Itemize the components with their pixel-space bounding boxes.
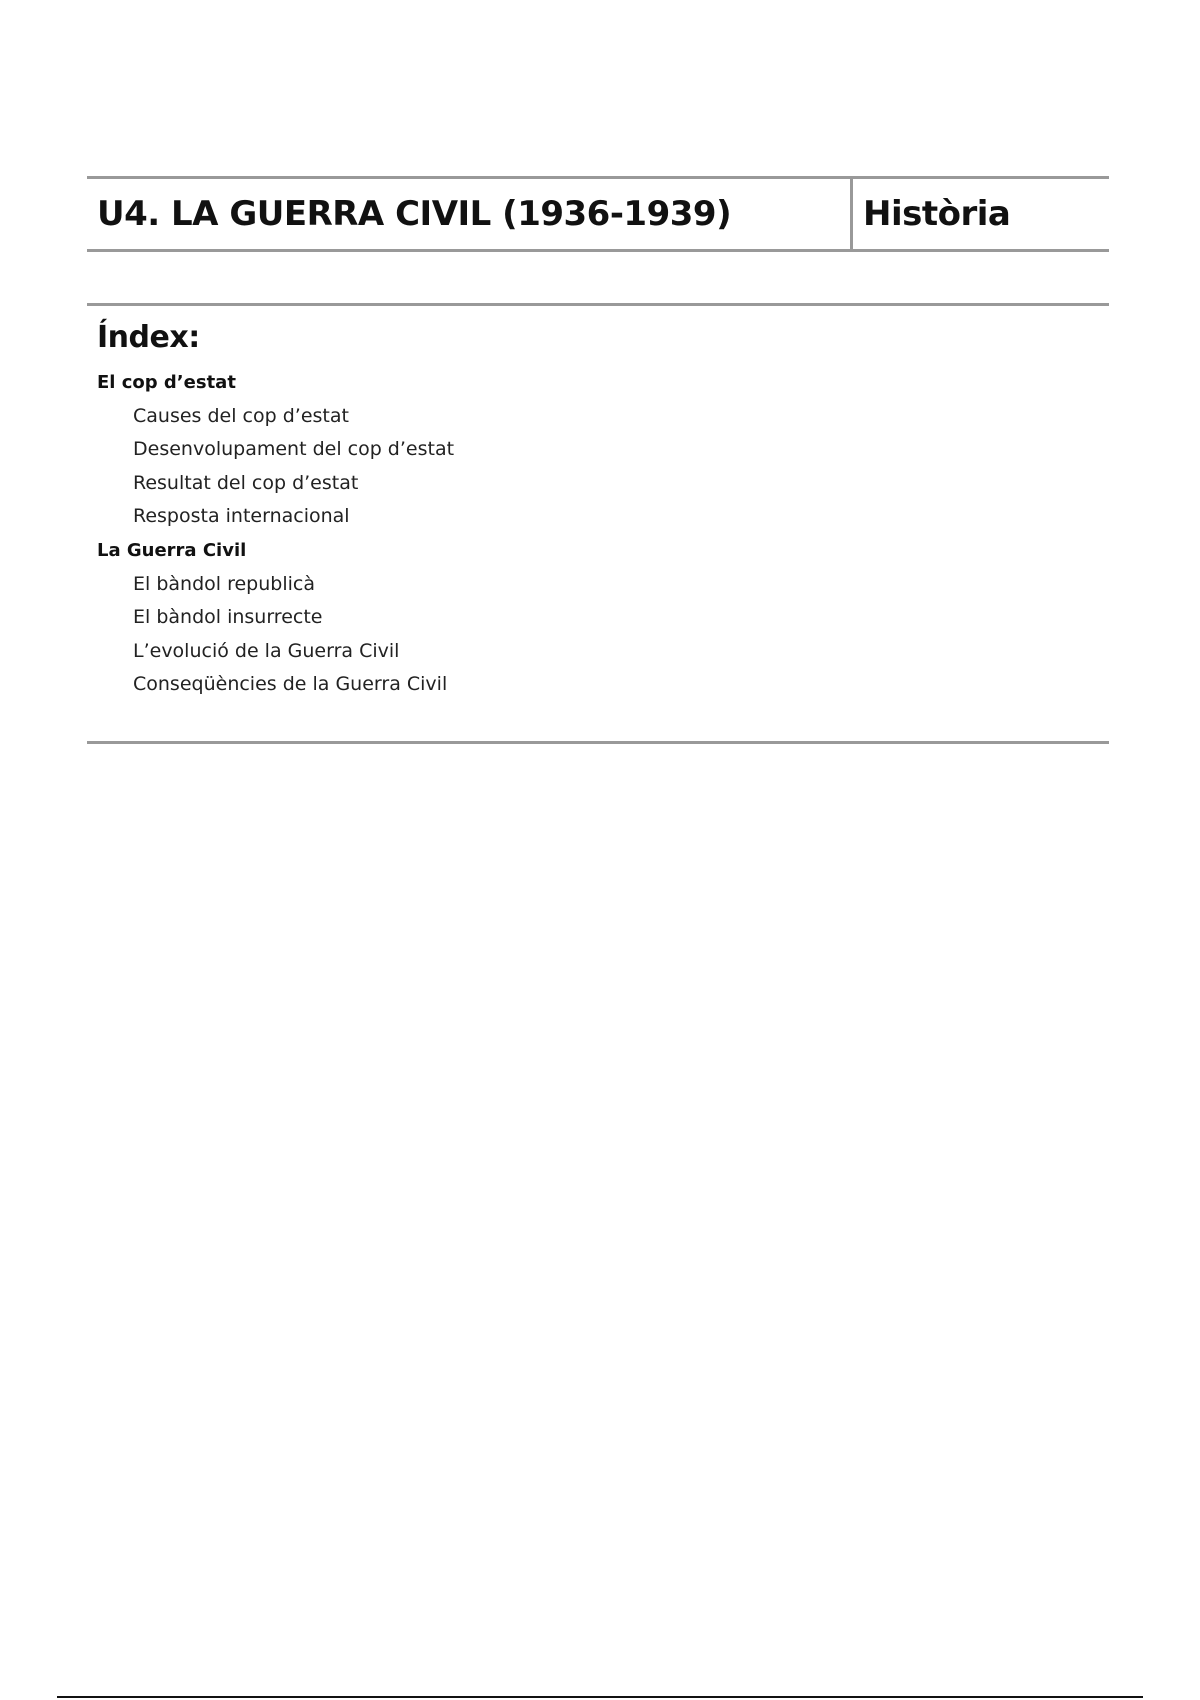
toc-item-result[interactable]: Resultat del cop d’estat: [133, 471, 359, 494]
header-subject-cell: [853, 179, 1109, 249]
unit-title: U4. LA GUERRA CIVIL (1936-1939): [97, 194, 732, 234]
toc-section-coup[interactable]: El cop d’estat: [97, 372, 236, 393]
index-list: [97, 366, 454, 702]
index-section: [87, 303, 1109, 744]
subject-label: Història: [863, 194, 1011, 234]
document-header: [87, 176, 1109, 252]
toc-item-evolution[interactable]: L’evolució de la Guerra Civil: [133, 639, 400, 662]
toc-item-development[interactable]: Desenvolupament del cop d’estat: [133, 438, 455, 461]
header-title-cell: [87, 179, 853, 249]
index-heading: Índex:: [97, 320, 200, 355]
footer-divider: [57, 1696, 1143, 1698]
toc-item-republican-side[interactable]: El bàndol republicà: [133, 572, 315, 595]
toc-item-insurgent-side[interactable]: El bàndol insurrecte: [133, 606, 323, 629]
toc-item-causes[interactable]: Causes del cop d’estat: [133, 404, 349, 427]
toc-section-civil-war[interactable]: La Guerra Civil: [97, 539, 247, 561]
toc-item-international-response[interactable]: Resposta internacional: [133, 505, 350, 528]
toc-item-consequences[interactable]: Conseqüències de la Guerra Civil: [133, 673, 448, 696]
